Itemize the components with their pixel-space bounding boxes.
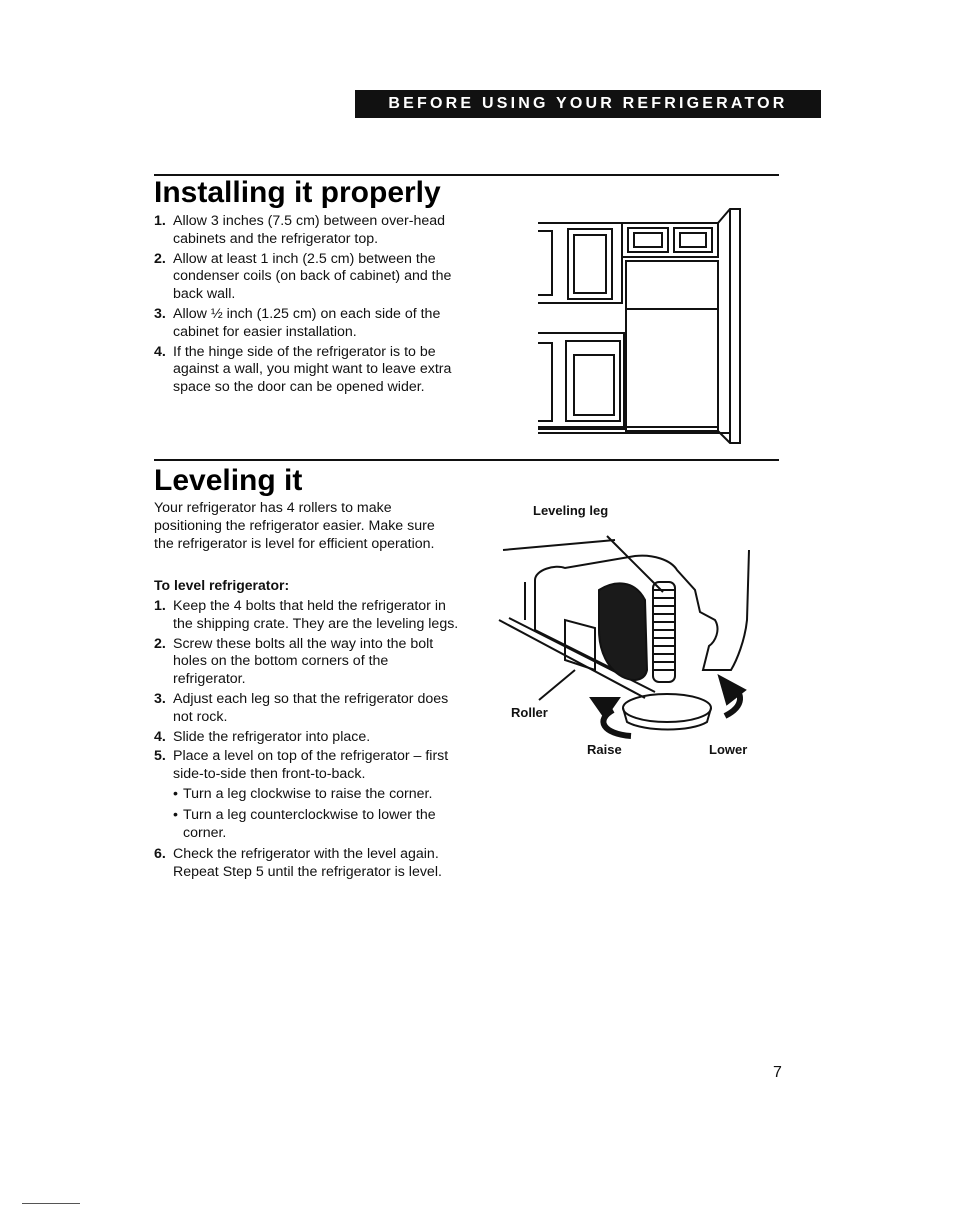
section-rule-leveling (154, 459, 779, 461)
install-step (154, 306, 464, 342)
install-step (154, 344, 464, 397)
leveling-leg-illustration (495, 520, 760, 745)
raise-label: Raise (587, 742, 622, 757)
leveling-step (154, 748, 459, 842)
step-text: Allow ½ inch (1.25 cm) on each side of the cabinet for easier installation. (173, 305, 441, 340)
step-number: 4. (154, 728, 166, 745)
step-number: 1. (154, 598, 166, 614)
leveling-step (154, 636, 459, 689)
step-number: 3. (154, 305, 166, 322)
section-header-bar: BEFORE USING YOUR REFRIGERATOR (355, 90, 821, 118)
step-text: Slide the refrigerator into place. (173, 728, 371, 745)
step-text: Check the refrigerator with the level again. Repeat Step 5 until the refrigerator is level. (173, 846, 442, 881)
step-text: Adjust each leg so that the refrigerator does not rock. (173, 690, 449, 725)
leveling-leg-label: Leveling leg (533, 503, 609, 518)
installing-steps (154, 213, 464, 399)
leveling-step (154, 846, 459, 882)
step-text: Keep the 4 bolts that held the refrigerator in the shipping crate. They are the leveling legs. (173, 598, 459, 632)
step-text: Allow at least 1 inch (2.5 cm) between the condenser coils (on back of cabinet) and the back wall. (173, 250, 452, 303)
step-text: Allow 3 inches (7.5 cm) between over-head cabinets and the refrigerator top. (173, 213, 446, 247)
step-number: 1. (154, 213, 166, 229)
page-number: 7 (773, 1064, 782, 1081)
leveling-step (154, 598, 459, 634)
step-text: Place a level on top of the refrigerator – first side-to-side then front-to-back. (173, 748, 449, 783)
leveling-steps (154, 598, 459, 884)
step-number: 2. (154, 250, 166, 267)
footer-scan-line (22, 1203, 80, 1204)
lower-label: Lower (709, 742, 748, 757)
bullet-item: • Turn a leg counterclockwise to lower the corner. (173, 807, 459, 843)
leveling-bullets (173, 786, 459, 842)
step-number: 2. (154, 635, 166, 652)
step-number: 5. (154, 748, 166, 765)
leveling-intro: Your refrigerator has 4 rollers to make positioning the refrigerator easier. Make sure the refrigerator is level for efficient operation. (154, 500, 435, 552)
step-number: 6. (154, 846, 166, 863)
step-number: 3. (154, 690, 166, 707)
leveling-step (154, 729, 459, 747)
roller-label: Roller (511, 705, 548, 720)
install-step (154, 213, 464, 249)
bullet-item: • Turn a leg clockwise to raise the corner. (173, 786, 459, 804)
step-text: Screw these bolts all the way into the bolt holes on the bottom corners of the refrigerator. (173, 635, 434, 688)
leveling-step (154, 691, 459, 727)
installation-clearance-illustration (530, 205, 745, 445)
installing-title: Installing it properly (154, 176, 441, 209)
step-number: 4. (154, 343, 166, 360)
leveling-subhead: To level refrigerator: (154, 577, 290, 593)
install-step (154, 251, 464, 304)
step-text: If the hinge side of the refrigerator is to be against a wall, you might want to leave extra space so the door can be opened wider. (173, 343, 452, 396)
leveling-title: Leveling it (154, 464, 303, 497)
